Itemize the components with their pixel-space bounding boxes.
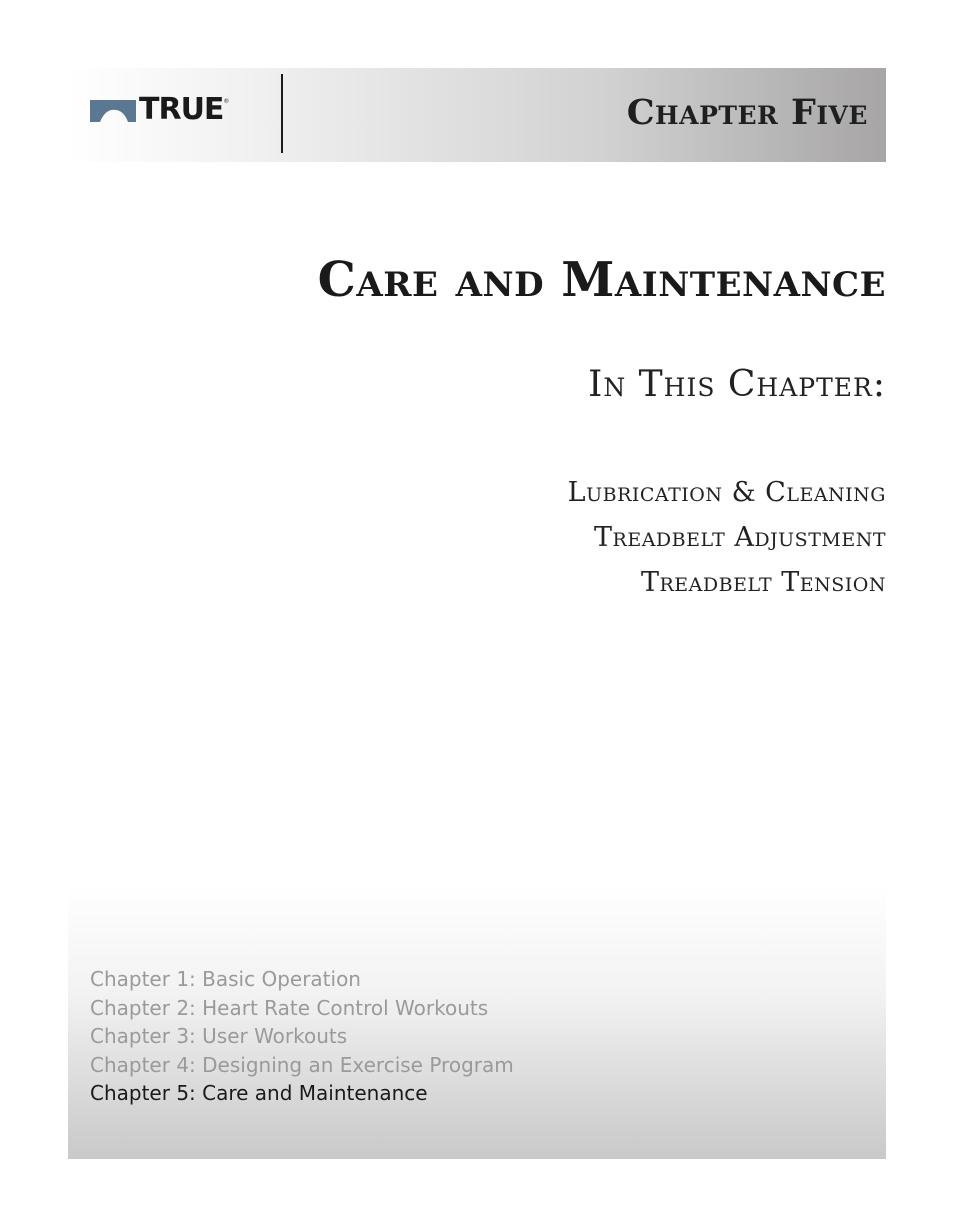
chapter-label: Chapter Five — [626, 92, 868, 133]
page-title: Care and Maintenance — [317, 252, 886, 308]
chapter-navigation — [90, 965, 514, 1108]
chapter-nav-item-5[interactable]: Chapter 5: Care and Maintenance — [90, 1081, 428, 1105]
logo-registered-mark: ® — [223, 98, 230, 105]
logo-text: TRUE — [139, 92, 224, 127]
header-divider — [281, 74, 283, 153]
topic-item: Lubrication & Cleaning — [567, 477, 886, 508]
topic-item: Treadbelt Adjustment — [594, 522, 886, 553]
chapter-topics — [568, 470, 886, 605]
in-this-chapter-heading: In This Chapter: — [588, 364, 886, 405]
chapter-nav-item-1[interactable]: Chapter 1: Basic Operation — [90, 967, 361, 991]
true-arch-icon — [90, 98, 136, 122]
topic-item: Treadbelt Tension — [640, 567, 886, 598]
true-logo — [90, 94, 229, 126]
chapter-nav-item-4[interactable]: Chapter 4: Designing an Exercise Program — [90, 1052, 514, 1077]
chapter-nav-item-2[interactable]: Chapter 2: Heart Rate Control Workouts — [90, 995, 489, 1020]
chapter-nav-item-3[interactable]: Chapter 3: User Workouts — [90, 1024, 348, 1048]
